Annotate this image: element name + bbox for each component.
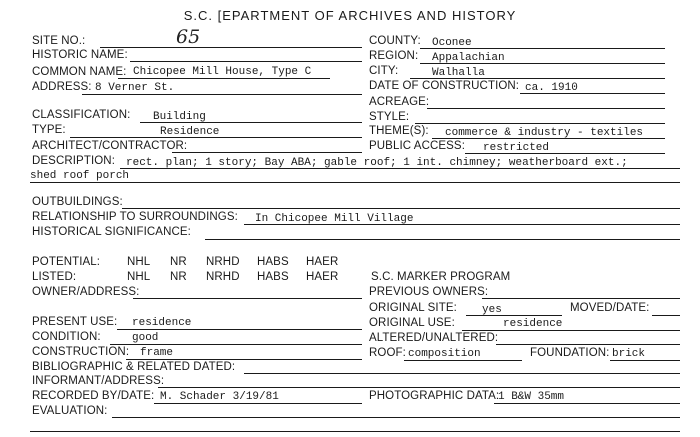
evaluation-line-2 [30, 431, 680, 432]
relationship-line [244, 224, 680, 225]
type-label: TYPE: [32, 124, 66, 136]
relationship-label: RELATIONSHIP TO SURROUNDINGS: [32, 211, 238, 223]
foundation-value: brick [612, 348, 646, 360]
roof-line [404, 360, 522, 361]
original-use-value: residence [503, 318, 563, 330]
bibliographic-line [244, 373, 680, 374]
region-value: Appalachian [432, 52, 505, 64]
public-access-line [465, 153, 665, 154]
acreage-label: ACREAGE: [369, 96, 430, 108]
original-site-label: ORIGINAL SITE: [369, 302, 457, 314]
potential-habs: HABS [257, 256, 289, 268]
description-line-1: rect. plan; 1 story; Bay ABA; gable roof; 1 int. chimney; weatherboard ext.; [126, 157, 628, 169]
common-name-line [118, 78, 330, 79]
themes-line [432, 138, 665, 139]
historical-significance-label: HISTORICAL SIGNIFICANCE: [32, 226, 191, 238]
evaluation-line-1 [112, 417, 680, 418]
marker-program-label: S.C. MARKER PROGRAM [371, 271, 511, 283]
recorded-by-label: RECORDED BY/DATE: [32, 390, 155, 402]
previous-owners-line [482, 298, 680, 299]
city-line [410, 78, 665, 79]
present-use-value: residence [132, 317, 192, 329]
classification-line [140, 122, 362, 123]
common-name-label: COMMON NAME: [32, 66, 127, 78]
date-of-construction-value: ca. 1910 [525, 82, 578, 94]
acreage-line [427, 108, 665, 109]
relationship-value: In Chicopee Mill Village [255, 213, 414, 225]
owner-address-line [133, 298, 362, 299]
altered-line [496, 344, 680, 345]
roof-value: composition [408, 348, 481, 360]
construction-label: CONSTRUCTION: [32, 346, 130, 358]
address-value: 8 Verner St. [95, 82, 175, 94]
city-value: Walhalla [432, 67, 485, 79]
listed-haer: HAER [306, 271, 339, 283]
outbuildings-label: OUTBUILDINGS: [32, 196, 123, 208]
city-label: CITY: [369, 65, 399, 77]
moved-date-label: MOVED/DATE: [570, 302, 650, 314]
listed-nhl: NHL [127, 271, 151, 283]
site-no-label: SITE NO.: [32, 35, 86, 47]
photographic-data-value: 1 B&W 35mm [498, 391, 565, 403]
public-access-label: PUBLIC ACCESS: [369, 140, 465, 152]
original-use-label: ORIGINAL USE: [369, 317, 455, 329]
listed-habs: HABS [257, 271, 289, 283]
potential-nhl: NHL [127, 256, 151, 268]
present-use-label: PRESENT USE: [32, 316, 118, 328]
potential-nr: NR [170, 256, 187, 268]
type-value: Residence [160, 126, 220, 138]
potential-haer: HAER [306, 256, 339, 268]
original-site-value: yes [482, 304, 502, 316]
classification-label: CLASSIFICATION: [32, 109, 131, 121]
region-line [420, 63, 665, 64]
outbuildings-line [122, 208, 680, 209]
informant-line [158, 387, 680, 388]
condition-value: good [132, 332, 159, 344]
photographic-data-line [494, 403, 680, 404]
previous-owners-label: PREVIOUS OWNERS: [369, 286, 489, 298]
style-label: STYLE: [369, 111, 410, 123]
owner-address-label: OWNER/ADDRESS: [32, 286, 140, 298]
common-name-value: Chicopee Mill House, Type C [133, 66, 312, 78]
construction-value: frame [140, 347, 174, 359]
listed-nr: NR [170, 271, 187, 283]
foundation-line [610, 360, 680, 361]
description-underline-1 [120, 168, 680, 169]
site-no-line [100, 47, 362, 48]
region-label: REGION: [369, 50, 419, 62]
historical-significance-line [205, 239, 680, 240]
bibliographic-label: BIBLIOGRAPHIC & RELATED DATED: [32, 361, 236, 373]
listed-nrhd: NRHD [206, 271, 240, 283]
potential-nrhd: NRHD [206, 256, 240, 268]
classification-value: Building [153, 111, 206, 123]
condition-line [110, 344, 362, 345]
architect-label: ARCHITECT/CONTRACTOR: [32, 140, 188, 152]
roof-label: ROOF: [369, 347, 406, 359]
county-label: COUNTY: [369, 35, 421, 47]
date-of-construction-label: DATE OF CONSTRUCTION: [369, 80, 520, 92]
photographic-data-label: PHOTOGRAPHIC DATA: [369, 390, 500, 402]
listed-label: LISTED: [32, 271, 77, 283]
construction-line [126, 359, 362, 360]
public-access-value: restricted [483, 142, 550, 154]
type-line [70, 137, 362, 138]
potential-label: POTENTIAL: [32, 256, 101, 268]
county-value: Oconee [432, 37, 472, 49]
address-label: ADDRESS: [32, 81, 92, 93]
historic-name-label: HISTORIC NAME: [32, 49, 128, 61]
original-site-line [466, 315, 562, 316]
moved-date-line [652, 315, 680, 316]
themes-value: commerce & industry - textiles [445, 127, 644, 139]
condition-label: CONDITION: [32, 331, 101, 343]
recorded-by-line [154, 403, 362, 404]
present-use-line [117, 329, 362, 330]
date-of-construction-line [520, 93, 665, 94]
altered-label: ALTERED/UNALTERED: [369, 332, 499, 344]
style-line [415, 123, 665, 124]
themes-label: THEME(S): [369, 125, 429, 137]
recorded-by-value: M. Schader 3/19/81 [160, 391, 279, 403]
historic-name-line [130, 61, 362, 62]
description-line-2: shed roof porch [30, 170, 130, 182]
foundation-label: FOUNDATION: [530, 347, 610, 359]
handwritten-site-number: 65 [176, 26, 201, 48]
evaluation-label: EVALUATION: [32, 405, 108, 417]
original-use-line [462, 330, 680, 331]
description-underline-2 [30, 182, 680, 183]
county-line [420, 48, 665, 49]
informant-label: INFORMANT/ADDRESS: [32, 375, 165, 387]
address-line [82, 94, 362, 95]
description-label: DESCRIPTION: [32, 155, 115, 167]
form-title: S.C. [EPARTMENT OF ARCHIVES AND HISTORY [183, 8, 517, 23]
architect-line [172, 152, 362, 153]
